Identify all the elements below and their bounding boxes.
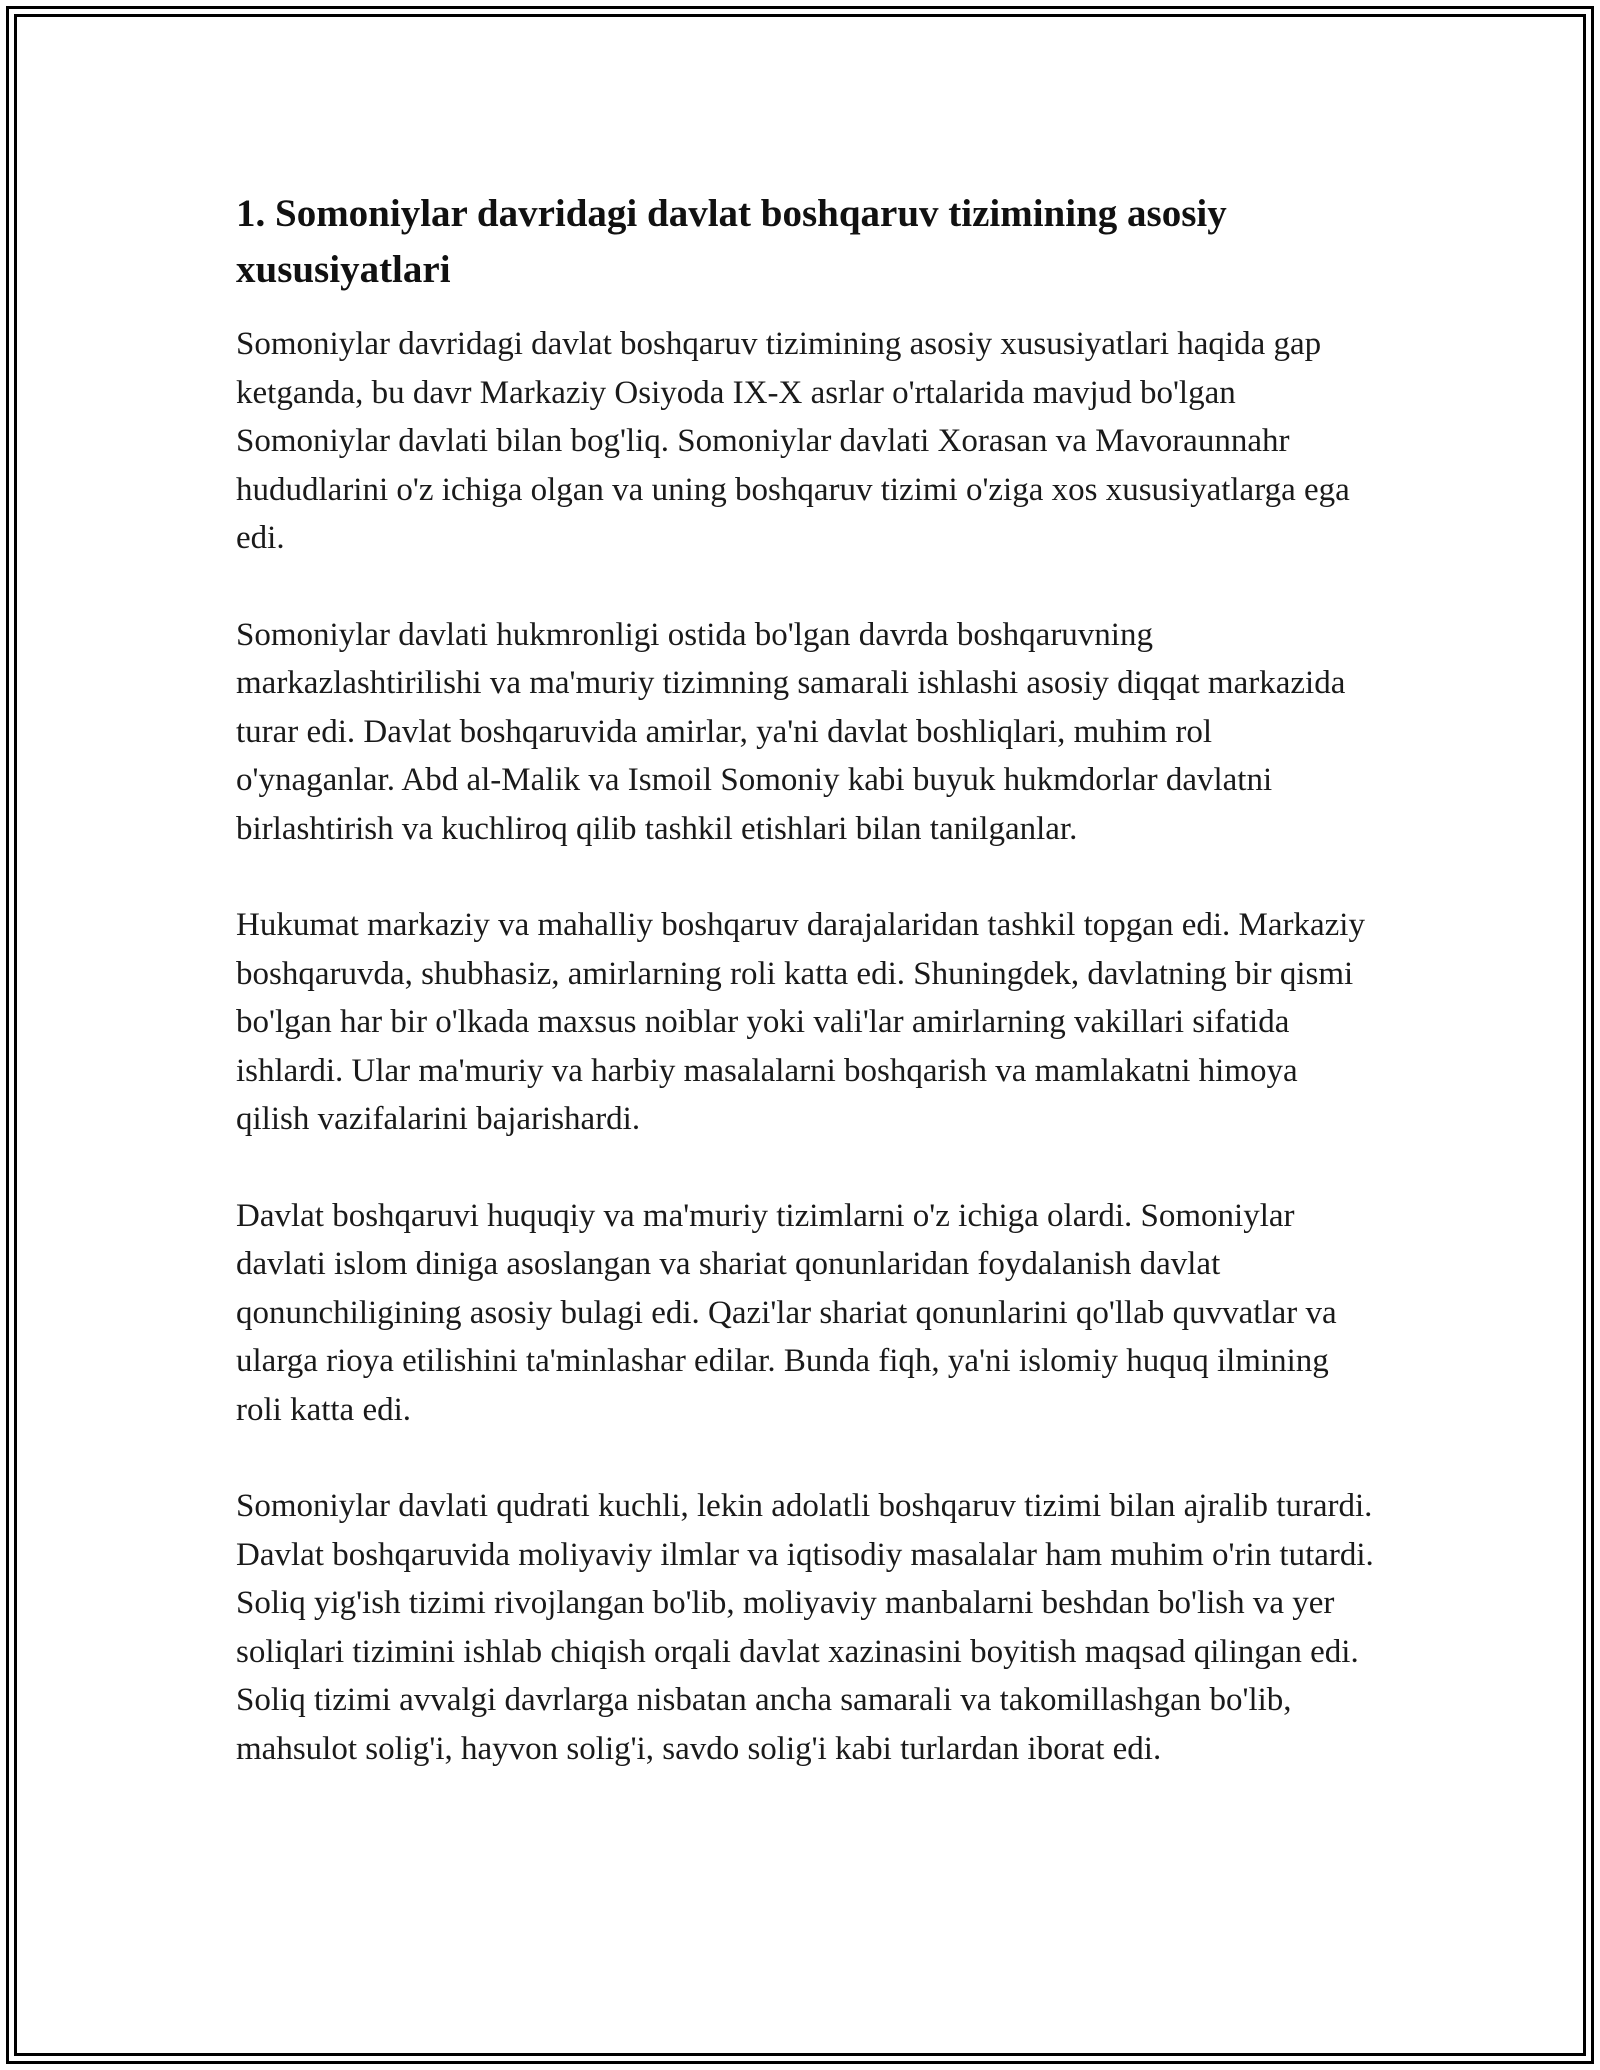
paragraph-2: Somoniylar davlati hukmronligi ostida bo'lgan davrda boshqaruvning markazlashtirilishi va ma'muriy tizimning samarali ishlashi asosiy diqqat markazida turar edi. Davlat boshqaruvida amirlar, ya'ni davlat boshliqlari, muhim rol o'ynaganlar. Abd al-Malik va Ismoil Somoniy kabi buyuk hukmdorlar davlatni birlashtirish va kuchliroq qilib tashkil etishlari bilan tanilganlar. xyxy=(236,616,1346,847)
paragraph-3: Hukumat markaziy va mahalliy boshqaruv darajalaridan tashkil topgan edi. Markaziy boshqaruvda, shubhasiz, amirlarning roli katta edi. Shuningdek, davlatning bir qismi bo'lgan har bir o'lkada maxsus noiblar yoki vali'lar amirlarning vakillari sifatida ishlardi. Ular ma'muriy va harbiy masalalarni boshqarish va mamlakatni himoya qilish vazifalarini bajarishardi. xyxy=(236,907,1365,1137)
paragraph-4: Davlat boshqaruvi huquqiy va ma'muriy tizimlarni o'z ichiga olardi. Somoniylar davlati islom diniga asoslangan va shariat qonunlaridan foydalanish davlat qonunchiligining asosiy bulagi edi. Qazi'lar shariat qonunlarini qo'llab quvvatlar va ularga rioya etilishini ta'minlashar edilar. Bunda fiqh, ya'ni islomiy huquq ilmining roli katta edi. xyxy=(236,1197,1337,1428)
paragraph-5: Somoniylar davlati qudrati kuchli, lekin adolatli boshqaruv tizimi bilan ajralib turardi. Davlat boshqaruvida moliyaviy ilmlar va iqtisodiy masalalar ham muhim o'rin tutardi. Soliq yig'ish tizimi rivojlangan bo'lib, moliyaviy manbalarni beshdan bo'lish va yer soliqlari tizimini ishlab chiqish orqali davlat xazinasini boyitish maqsad qilingan edi. Soliq tizimi avvalgi davrlarga nisbatan ancha samarali va takomillashgan bo'lib, mahsulot solig'i, hayvon solig'i, savdo solig'i kabi turlardan iborat edi. xyxy=(236,1488,1374,1767)
section-heading: 1. Somoniylar davridagi davlat boshqaruv tizimining asosiy xususiyatlari xyxy=(236,192,1227,291)
paragraph-1: Somoniylar davridagi davlat boshqaruv tizimining asosiy xususiyatlari haqida gap ketganda, bu davr Markaziy Osiyoda IX-X asrlar o'rtalarida mavjud bo'lgan Somoniylar davlati bilan bog'liq. Somoniylar davlati Xorasan va Mavoraunnahr hududlarini o'z ichiga olgan va uning boshqaruv tizimi o'ziga xos xususiyatlarga ega edi. xyxy=(236,326,1350,556)
document-body xyxy=(236,186,1376,1821)
